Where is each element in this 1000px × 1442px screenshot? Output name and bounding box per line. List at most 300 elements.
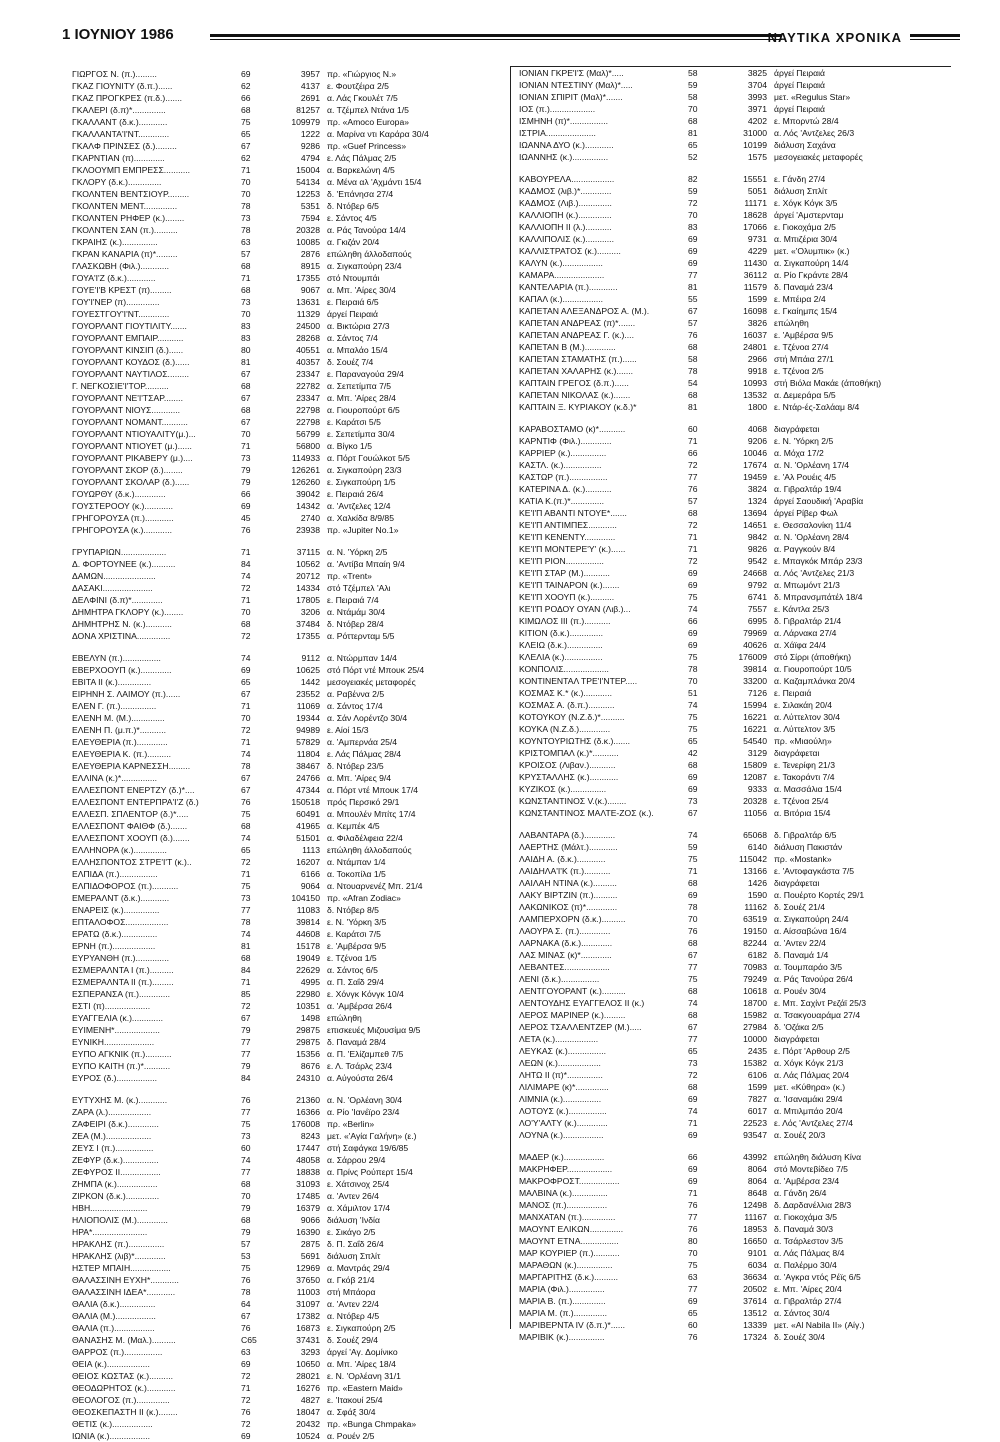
- ship-status: ε. Μπ. Σαχίντ Ρεζάϊ 25/3: [774, 998, 867, 1008]
- ship-name: ΕΣΠΕΡΑΝΣΑ (π.).............: [72, 989, 171, 999]
- tonnage: 114933: [291, 453, 320, 463]
- ship-name: ΓΡΥΠΑΡΙΩΝ...................: [72, 547, 167, 557]
- build-year: 67: [241, 393, 251, 403]
- build-year: 79: [241, 1203, 251, 1213]
- tonnage: 15551: [743, 174, 767, 184]
- build-year: 70: [241, 713, 251, 723]
- build-year: 64: [241, 1299, 251, 1309]
- ship-name: ΚΟΝΤΙΝΕΝΤΑΛ ΤΡΕ'Ι'ΝΤΕΡ.....: [519, 676, 638, 686]
- build-year: 72: [688, 198, 698, 208]
- tonnage: 16221: [743, 724, 767, 734]
- table-row: [519, 1295, 959, 1307]
- tonnage: 7557: [747, 604, 767, 614]
- tonnage: 150518: [291, 797, 320, 807]
- ship-status: α. Λός 'Αντζελες 26/3: [774, 128, 855, 138]
- ship-name: ΚΑΒΟΥΡΕΛΑ..................: [519, 174, 615, 184]
- tonnage: 9842: [747, 532, 767, 542]
- ship-status: α. Πόρτ Γουώλκοτ 5/5: [327, 453, 410, 463]
- table-row: [72, 1394, 512, 1406]
- table-row: [519, 329, 959, 341]
- table-row: [72, 1406, 512, 1418]
- ship-name: ΕΥΡΟΣ (δ.).................: [72, 1073, 158, 1083]
- ship-status: άργεί 'Αγ. Δομίνικο: [327, 1347, 398, 1357]
- ship-name: ΓΟΥΟΡΛΑΝΤ ΝΑΥΤΙΛΟΣ.........: [72, 369, 190, 379]
- table-row: [519, 1247, 959, 1259]
- ship-name: ΚΑΠΕΤΑΝ Β (Μ.).............: [519, 342, 616, 352]
- build-year: 80: [688, 1236, 698, 1246]
- table-row: [72, 464, 512, 476]
- table-row: [72, 1106, 512, 1118]
- ship-name: ΘΕΙΑ (κ.)..................: [72, 1359, 150, 1369]
- build-year: 65: [688, 736, 698, 746]
- tonnage: 23552: [296, 689, 320, 699]
- ship-status: α. 'Αντεν 22/4: [327, 1299, 379, 1309]
- tonnage: 20432: [296, 1419, 320, 1429]
- ship-status: α. Ντώρμπαν 14/4: [327, 653, 397, 663]
- ship-name: ΛΙΜΝΙΑ (κ.)................: [519, 1094, 602, 1104]
- ship-status: α. Χαλκίδα 8/9/85: [327, 513, 394, 523]
- ship-status: α. Ντάμπαν 1/4: [327, 857, 386, 867]
- table-row: [519, 365, 959, 377]
- tonnage: 20328: [296, 225, 320, 235]
- ship-status: ε. Πειραιά 7/4: [327, 595, 379, 605]
- table-row: [519, 221, 959, 233]
- ship-name: ΚΑΛΥΝ (κ.).................: [519, 258, 603, 268]
- table-row: [72, 940, 512, 952]
- table-row: [519, 865, 959, 877]
- ship-name: ΓΡΗΓΟΡΟΥΣΑ (κ.)............: [72, 525, 172, 535]
- table-row: [72, 488, 512, 500]
- table-row: [519, 139, 959, 151]
- ship-name: ΘΑΛΙΑ (δ.κ.)...............: [72, 1299, 156, 1309]
- ship-status: α. Π. 'Ελίζαμπεθ 7/5: [327, 1049, 404, 1059]
- ship-name: ΗΣΤΕΡ ΜΠΑΙΗ.................: [72, 1263, 171, 1273]
- ship-name: ΚΕ'Ι'Π ΑΝΤΙΜΠΕΣ............: [519, 520, 617, 530]
- ship-name: ΛΑΕΡΤΗΣ (Μάλτ.)............: [519, 842, 618, 852]
- table-row: [72, 1334, 512, 1346]
- tonnage: 16098: [743, 306, 767, 316]
- tonnage: 6995: [747, 616, 767, 626]
- table-row: [519, 341, 959, 353]
- tonnage: 8676: [300, 1061, 320, 1071]
- ship-status: ε. Μπέιρα 2/4: [774, 294, 826, 304]
- build-year: 74: [688, 700, 698, 710]
- ship-status: α. Γιβραλτάρ 19/4: [774, 484, 842, 494]
- ship-status: ε. 'Αντοφαγκάστα 7/5: [774, 866, 855, 876]
- tonnage: 19049: [296, 953, 320, 963]
- table-row: [72, 712, 512, 724]
- build-year: 59: [688, 80, 698, 90]
- tonnage: 8243: [300, 1131, 320, 1141]
- ship-status: α. Αύγούστα 26/4: [327, 1073, 394, 1083]
- ship-name: ΓΟΥ'Ι'ΝΕΡ (π)..............: [72, 297, 160, 307]
- tonnage: 176008: [291, 1119, 320, 1129]
- tonnage: 5691: [300, 1251, 320, 1261]
- build-year: 67: [241, 141, 251, 151]
- ship-status: ε. Φουτζέιρα 2/5: [327, 81, 389, 91]
- tonnage: 8064: [747, 1164, 767, 1174]
- ship-name: ΚΡΟΙΣΟΣ (Λιβαν.)...........: [519, 760, 616, 770]
- tonnage: 2435: [747, 1046, 767, 1056]
- build-year: 71: [241, 441, 251, 451]
- tonnage: 2740: [300, 513, 320, 523]
- ship-status: ε. Καράτσι 7/5: [327, 929, 381, 939]
- table-row: [72, 1094, 512, 1106]
- table-row: [519, 1283, 959, 1295]
- ship-status: α. Σιγκαπούρη 23/4: [327, 261, 402, 271]
- tonnage: 44608: [296, 929, 320, 939]
- build-year: 77: [688, 1212, 698, 1222]
- tonnage: 22798: [296, 405, 320, 415]
- table-row: [72, 308, 512, 320]
- ship-name: ΚΑΛΛΙΣΤΡΑΤΟΣ (κ.)..........: [519, 246, 621, 256]
- ship-name: ΛΕΒΑΝΤΕΣ...................: [519, 962, 610, 972]
- build-year: 70: [241, 1191, 251, 1201]
- tonnage: 10993: [743, 378, 767, 388]
- table-row: [519, 197, 959, 209]
- table-row: [519, 615, 959, 627]
- table-row: [519, 663, 959, 675]
- ship-status: δ. Ντόβερ 23/5: [327, 761, 384, 771]
- table-row: [519, 747, 959, 759]
- table-row: [72, 1118, 512, 1130]
- table-row: [519, 1045, 959, 1057]
- tonnage: 10625: [296, 665, 320, 675]
- build-year: 71: [688, 1188, 698, 1198]
- ship-name: ΜΑΟΥΝΤ ΕΤΝΑ................: [519, 1236, 619, 1246]
- tonnage: 17382: [296, 1311, 320, 1321]
- build-year: 85: [241, 989, 251, 999]
- tonnage: 37650: [296, 1275, 320, 1285]
- tonnage: 56799: [296, 429, 320, 439]
- ship-status: επώληθη διάλυση Κίνα: [774, 1152, 862, 1162]
- ship-status: α. Κεμπέκ 4/5: [327, 821, 380, 831]
- build-year: 72: [241, 725, 251, 735]
- ship-name: ΕΝΑΡΕΙΣ (κ.)...............: [72, 905, 160, 915]
- ship-status: α. Σάντος 30/4: [774, 1308, 830, 1318]
- build-year: 68: [688, 342, 698, 352]
- table-row: [72, 796, 512, 808]
- tonnage: 13166: [743, 866, 767, 876]
- table-row: [72, 368, 512, 380]
- ship-status: δ. Μπρανσμπάτέλ 18/4: [774, 592, 863, 602]
- ship-status: άργεί Πειραιά: [774, 80, 825, 90]
- tonnage: 54540: [743, 736, 767, 746]
- ship-status: α. 'Αντζελες 12/4: [327, 501, 391, 511]
- tonnage: 79249: [743, 974, 767, 984]
- table-row: [519, 459, 959, 471]
- ship-status: α. Γιβραλτάρ 27/4: [774, 1296, 842, 1306]
- ship-name: ΓΟΥΟΡΛΑΝΤ ΓΙΟΥΤΙΛΙΤΥ.......: [72, 321, 187, 331]
- ship-name: ΚΙΜΩΛΟΣ ΙΙΙ (π.)...........: [519, 616, 611, 626]
- tonnage: 5351: [300, 201, 320, 211]
- ship-status: πρ. «Μιαούλη»: [774, 736, 832, 746]
- table-row: [72, 892, 512, 904]
- table-row: [519, 1117, 959, 1129]
- tonnage: 57829: [296, 737, 320, 747]
- build-year: 81: [688, 402, 698, 412]
- ship-status: α. Ραβέννα 2/5: [327, 689, 385, 699]
- build-year: 53: [241, 1251, 251, 1261]
- ship-status: πρ. «Mostank»: [774, 854, 832, 864]
- tonnage: 24310: [296, 1073, 320, 1083]
- tonnage: 31093: [296, 1179, 320, 1189]
- table-row: [519, 103, 959, 115]
- tonnage: 4137: [300, 81, 320, 91]
- build-year: 69: [688, 1164, 698, 1174]
- ship-status: α. Βιτόρια 15/4: [774, 808, 831, 818]
- ship-name: ΓΚΟΛΝΤΕΝ ΣΑΝ (π.)..........: [72, 225, 178, 235]
- table-row: [519, 1081, 959, 1093]
- ship-name: ΕΡΝΗ (π.)..................: [72, 941, 156, 951]
- tonnage: 40551: [296, 345, 320, 355]
- ship-status: διαγράφεται: [774, 878, 820, 888]
- ship-status: ε. Χόνγκ Κόνγκ 10/4: [327, 989, 404, 999]
- table-row: [519, 1331, 959, 1343]
- table-row: [519, 173, 959, 185]
- tonnage: 14651: [743, 520, 767, 530]
- table-row: [72, 594, 512, 606]
- ship-status: στή Σαφάγκα 19/6/85: [327, 1143, 409, 1153]
- tonnage: 8915: [300, 261, 320, 271]
- build-year: 65: [688, 140, 698, 150]
- ship-status: πρ. «Jupiter No.1»: [327, 525, 399, 535]
- build-year: 76: [688, 926, 698, 936]
- tonnage: 4202: [747, 116, 767, 126]
- table-row: [72, 116, 512, 128]
- ship-status: στό Πόρτ ντέ Μπουκ 25/4: [327, 665, 425, 675]
- ship-status: ε. Πειραιά 26/4: [327, 489, 384, 499]
- table-row: [72, 1154, 512, 1166]
- ship-name: ΕΛΛΗΝΟΡΑ (κ.)..............: [72, 845, 167, 855]
- ship-name: ΚΟΣΜΑΣ Α. (δ.π.)...........: [519, 700, 615, 710]
- ship-name: ΜΑΡΙΒΙΚ (κ.)...............: [519, 1332, 605, 1342]
- ship-status: α. Γιοκοχάμα 3/5: [774, 1212, 838, 1222]
- table-row: [72, 630, 512, 642]
- table-row: [519, 925, 959, 937]
- build-year: 73: [241, 1131, 251, 1141]
- tonnage: 9792: [747, 580, 767, 590]
- build-year: 75: [688, 712, 698, 722]
- build-year: 59: [688, 186, 698, 196]
- table-row: [72, 212, 512, 224]
- table-row: [72, 296, 512, 308]
- build-year: 68: [241, 1215, 251, 1225]
- table-row: [72, 1286, 512, 1298]
- publication-title: ΝΑΥΤΙΚΑ ΧΡΟΝΙΚΑ: [767, 30, 902, 45]
- ship-name: ΕΥΑΓΓΕΛΙΑ (κ.).............: [72, 1013, 163, 1023]
- ship-name: ΕΛΕΝ Γ. (π.)...............: [72, 701, 157, 711]
- ship-name: ΛΗΤΩ ΙΙ (π)*...............: [519, 1070, 603, 1080]
- ship-status: διάλυση Πακιστάν: [774, 842, 843, 852]
- ship-status: α. Αίσσαβώνα 16/4: [774, 926, 847, 936]
- build-year: 45: [241, 513, 251, 523]
- ship-status: α. Γκόβ 21/4: [327, 1275, 375, 1285]
- ship-status: α. Τουμπαράο 3/5: [774, 962, 843, 972]
- table-row: [72, 880, 512, 892]
- table-row: [519, 127, 959, 139]
- ship-name: ΛΕΝΤΟΥΔΗΣ ΕΥΑΓΓΕΛΟΣ ΙΙ (κ.): [519, 998, 645, 1008]
- ship-status: α. Μαντράς 29/4: [327, 1263, 390, 1273]
- tonnage: 19344: [296, 713, 320, 723]
- ship-name: ΔΗΜΗΤΡΗΣ Ν. (κ.)...........: [72, 619, 172, 629]
- ship-name: ΓΟΥΟΡΛΑΝΤ ΝΤΙΟΥΕΤ (μ.)......: [72, 441, 192, 451]
- table-row: [519, 269, 959, 281]
- build-year: 57: [241, 249, 251, 259]
- build-year: 60: [241, 1143, 251, 1153]
- ship-name: ΘΑΡΡΟΣ (π.)................: [72, 1347, 163, 1357]
- ship-status: α. Μπιλμπάο 20/4: [774, 1106, 843, 1116]
- ship-name: ΕΡΑΤΩ (δ.κ.)...............: [72, 929, 158, 939]
- build-year: 72: [241, 1371, 251, 1381]
- build-year: 70: [688, 676, 698, 686]
- tonnage: 47344: [296, 785, 320, 795]
- table-row: [519, 1151, 959, 1163]
- table-row: [72, 688, 512, 700]
- ship-name: ΕΥΙΜΕΝΗ*...................: [72, 1025, 160, 1035]
- ship-name: ΘΕΟΣΚΕΠΑΣΤΗ ΙΙ (κ.)........: [72, 1407, 178, 1417]
- build-year: 72: [241, 1419, 251, 1429]
- table-row: [72, 1418, 512, 1430]
- ship-status: ε. Σιλακάη 20/4: [774, 700, 833, 710]
- tonnage: 9826: [747, 544, 767, 554]
- build-year: 76: [688, 330, 698, 340]
- ship-status: α. Καζαμπλάνκα 20/4: [774, 676, 856, 686]
- build-year: 69: [688, 580, 698, 590]
- ship-status: α. Τζέμπελ Ντάνα 1/5: [327, 105, 409, 115]
- ship-status: μετ. «'Ολυμπικ» (κ.): [774, 246, 850, 256]
- ship-status: δ. Παναμά 28/4: [327, 1037, 387, 1047]
- ship-name: ΚΕ'Ι'Π ΡΟΔΟΥ ΟΥΑΝ (Λιβ.)...: [519, 604, 631, 614]
- header-rule: [210, 39, 782, 40]
- tonnage: 12969: [296, 1263, 320, 1273]
- build-year: 76: [241, 1407, 251, 1417]
- tonnage: 22980: [296, 989, 320, 999]
- table-row: [519, 495, 959, 507]
- ship-name: ΚΑΠΕΤΑΝ ΑΝΔΡΕΑΣ (π)*.......: [519, 318, 636, 328]
- table-row: [72, 104, 512, 116]
- ship-name: ΘΑΛΑΣΣΙΝΗ ΙΔΕΑ*............: [72, 1287, 176, 1297]
- ship-status: α. 'Αντεν 26/4: [327, 1191, 379, 1201]
- build-year: 74: [241, 571, 251, 581]
- build-year: 70: [241, 607, 251, 617]
- ship-name: ΓΚΟΛΝΤΕΝ ΜΕΝΤ..............: [72, 201, 178, 211]
- build-year: 68: [241, 1179, 251, 1189]
- ship-status: α. 'Αμβέρσα 26/4: [327, 1001, 393, 1011]
- ship-status: α. Σιγκαπούρη 14/4: [774, 258, 849, 268]
- tonnage: 1442: [300, 677, 320, 687]
- table-row: [519, 603, 959, 615]
- tonnage: 22629: [296, 965, 320, 975]
- table-row: [519, 639, 959, 651]
- ship-status: α. 'Αγκρα ντός Ρέϊς 6/5: [774, 1272, 861, 1282]
- tonnage: 18628: [743, 210, 767, 220]
- ship-status: δ. Παναμά 23/4: [774, 282, 834, 292]
- build-year: 57: [241, 1239, 251, 1249]
- tonnage: 3826: [747, 318, 767, 328]
- tonnage: 16873: [296, 1323, 320, 1333]
- build-year: 83: [241, 333, 251, 343]
- table-row: [519, 771, 959, 783]
- ship-status: δ. Δαρδανέλλια 28/3: [774, 1200, 852, 1210]
- ship-name: ΕΙΡΗΝΗ Σ. ΛΑΙΜΟΥ (π.)......: [72, 689, 181, 699]
- tonnage: 11056: [743, 808, 767, 818]
- table-row: [519, 353, 959, 365]
- header-rule: [210, 34, 782, 37]
- table-row: [72, 904, 512, 916]
- build-year: 79: [241, 1227, 251, 1237]
- ship-status: μεσογειακές μεταφορές: [327, 677, 416, 687]
- table-row: [72, 856, 512, 868]
- ship-name: ΚΕ'Ι'Π ΡΙΟΝ................: [519, 556, 604, 566]
- table-row: [72, 404, 512, 416]
- table-row: [519, 1307, 959, 1319]
- table-row: [72, 140, 512, 152]
- ship-status: α. Βαρκελώνη 4/5: [327, 165, 395, 175]
- table-row: [72, 152, 512, 164]
- ship-name: ΛΕΤΑ (κ.)..................: [519, 1034, 599, 1044]
- build-year: 75: [688, 724, 698, 734]
- build-year: 74: [688, 830, 698, 840]
- ship-status: α. Μπ. 'Αίρες 18/4: [327, 1359, 396, 1369]
- ship-name: ΙΟΝΙΑΝ ΓΚΡΕ'Ι'Σ (Μαλ)*.....: [519, 68, 624, 78]
- ship-name: ΖΑΦΕΙΡΙ (δ.κ.).............: [72, 1119, 159, 1129]
- page-header: [62, 24, 960, 54]
- ship-status: α. Ν. 'Ορλέανη 28/4: [774, 532, 850, 542]
- ship-status: α. Πρίνς Ρούπερτ 15/4: [327, 1167, 413, 1177]
- ship-name: ΓΚΑΛΦ ΠΡΙΝΣΕΣ (δ.).........: [72, 141, 177, 151]
- ship-name: ΖΑΡΑ (λ.)..................: [72, 1107, 152, 1117]
- build-year: 73: [241, 297, 251, 307]
- tonnage: 31097: [296, 1299, 320, 1309]
- table-row: [519, 317, 959, 329]
- table-row: [72, 1024, 512, 1036]
- ship-status: δ. Σουέζ 30/4: [774, 1332, 826, 1342]
- table-row: [72, 772, 512, 784]
- table-row: [519, 1271, 959, 1283]
- build-year: 69: [241, 1431, 251, 1441]
- build-year: 66: [688, 616, 698, 626]
- ship-name: ΕΛΕΝΗ Π. (μ.π.)*...........: [72, 725, 166, 735]
- ship-status: στό Τζέμπελ 'Αλι: [327, 583, 391, 593]
- ship-name: ΓΟΥΑ'Ι'Ζ (δ.κ.)............: [72, 273, 156, 283]
- build-year: 68: [241, 261, 251, 271]
- build-year: 68: [688, 1010, 698, 1020]
- table-row: [72, 176, 512, 188]
- table-row: [519, 1235, 959, 1247]
- tonnage: 11162: [744, 902, 767, 912]
- group-spacer: [72, 1084, 512, 1094]
- ship-status: α. Ρίο 'Ιανέϊρο 23/4: [327, 1107, 400, 1117]
- build-year: 63: [688, 1272, 698, 1282]
- tonnage: 20328: [743, 796, 767, 806]
- table-row: [72, 452, 512, 464]
- build-year: 70: [241, 189, 251, 199]
- build-year: 76: [688, 484, 698, 494]
- ship-name: ΖΕΥΣ Ι (π.)................: [72, 1143, 154, 1153]
- build-year: 72: [241, 631, 251, 641]
- ship-name: ΚΑΠΕΤΑΝ ΣΤΑΜΑΤΗΣ (π.)......: [519, 354, 637, 364]
- ship-status: ε. Παραναγούα 29/4: [327, 369, 404, 379]
- table-row: [72, 570, 512, 582]
- build-year: 83: [688, 222, 698, 232]
- ship-status: α. Μπωμόντ 21/3: [774, 580, 840, 590]
- ship-status: ε. Τακοράντι 7/4: [774, 772, 835, 782]
- ship-status: άργεί Σαουδική 'Αραβία: [774, 496, 864, 506]
- table-row: [519, 723, 959, 735]
- table-row: [519, 79, 959, 91]
- table-row: [519, 1093, 959, 1105]
